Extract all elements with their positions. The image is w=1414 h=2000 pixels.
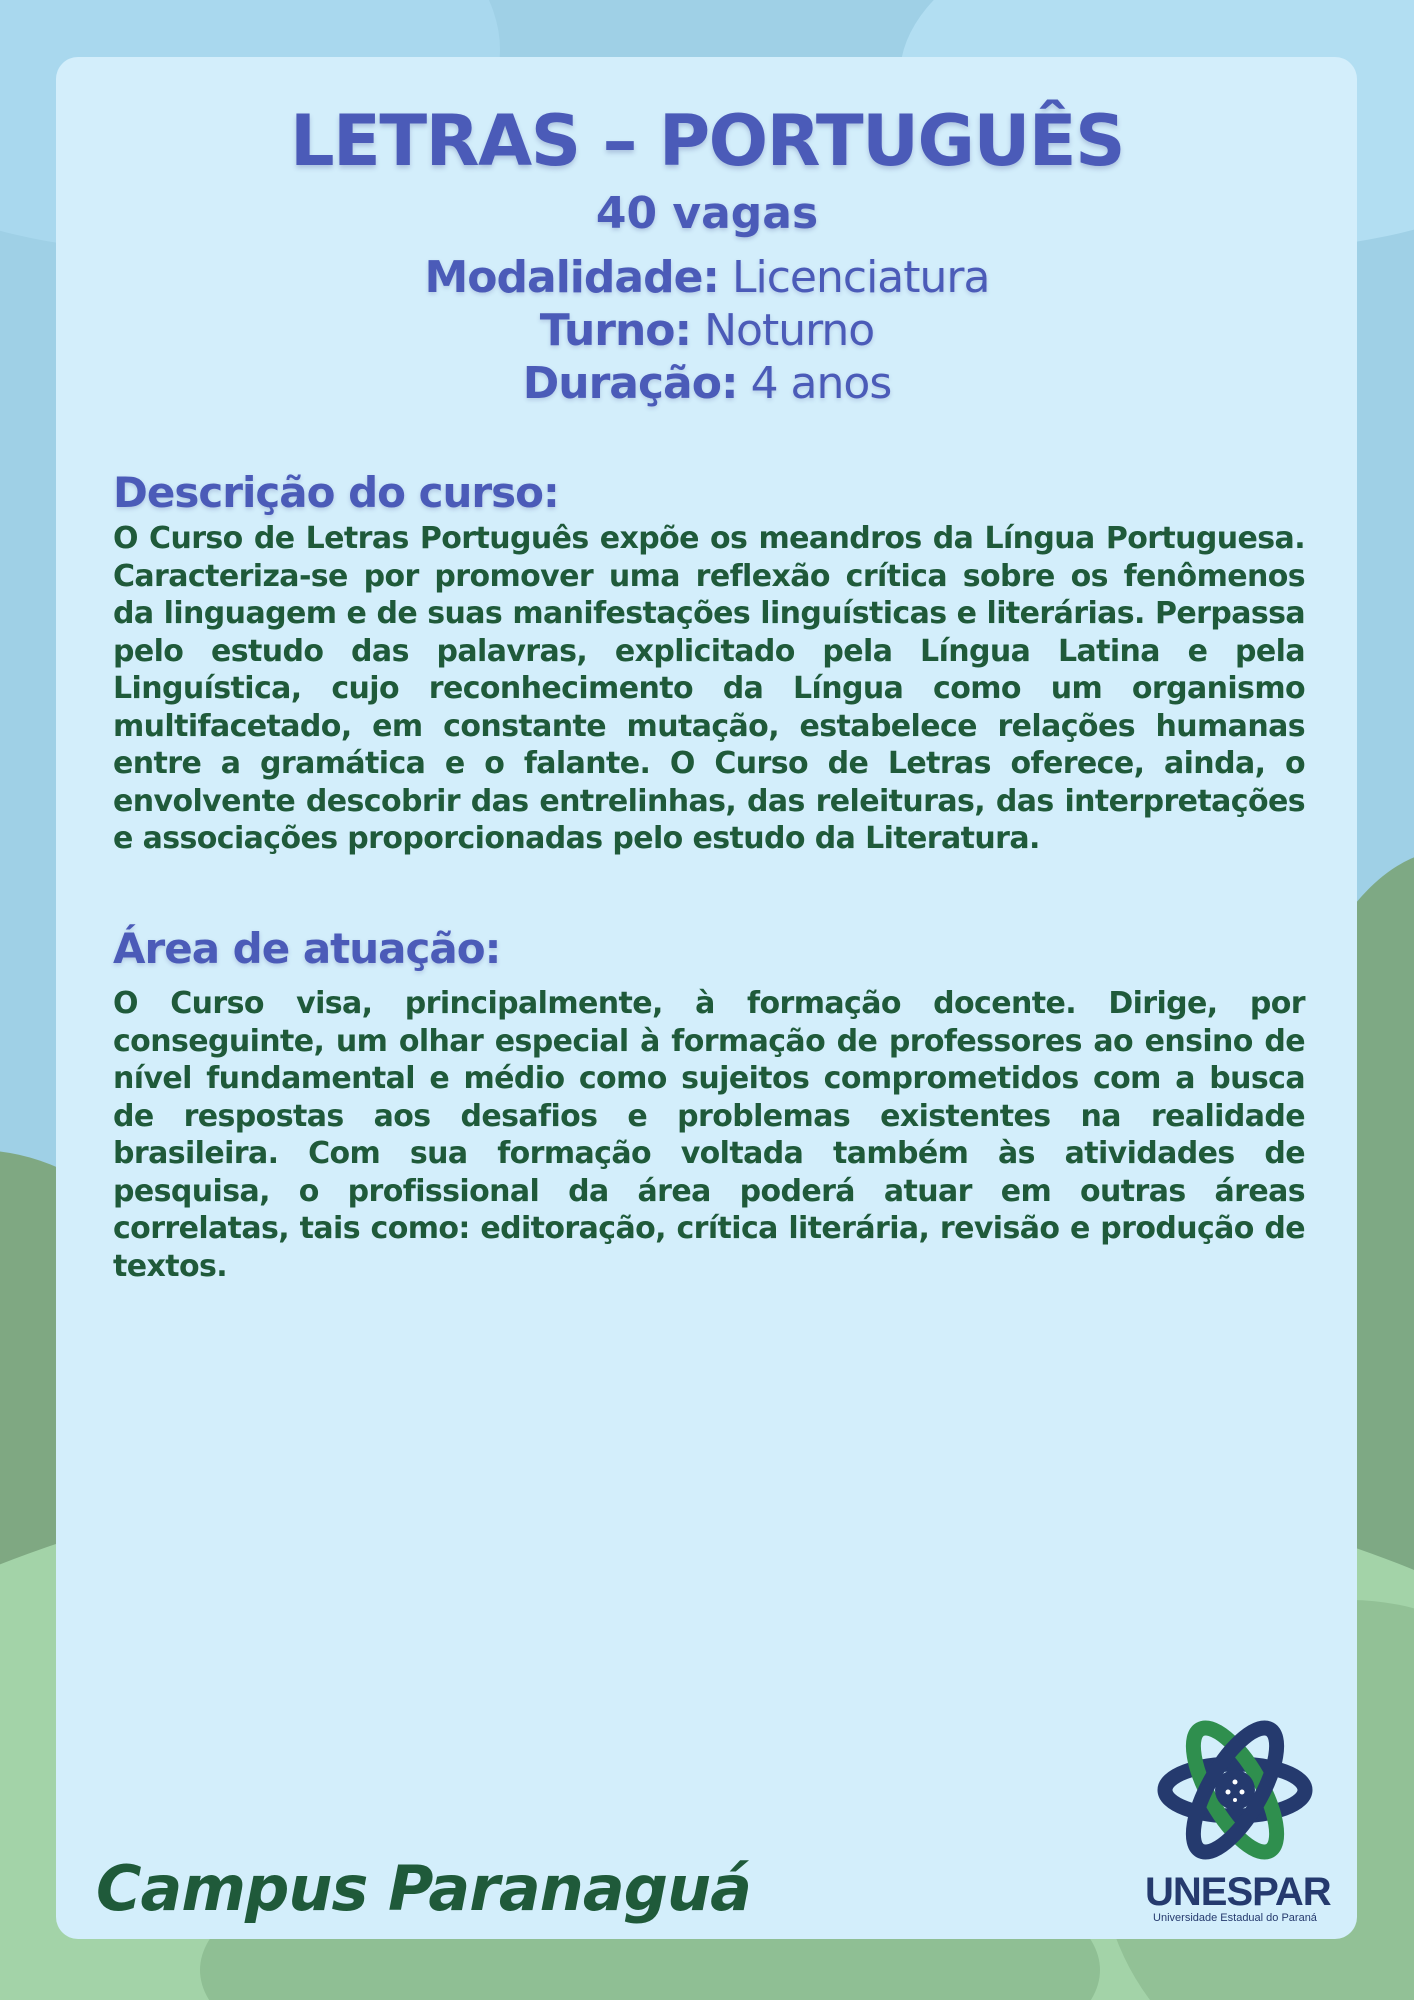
description-heading: Descrição do curso:: [113, 468, 559, 517]
logo-name: UNESPAR: [1145, 1870, 1331, 1914]
detail-label: Duração:: [522, 358, 738, 409]
detail-value: Noturno: [691, 305, 875, 356]
description-text: O Curso de Letras Português expõe os meandros da Língua Portuguesa. Caracteriza-se por promover uma reflexão crítica sobre os fenômenos da linguagem e de suas manifestações linguísticas e literárias. Perpassa pelo estudo das palavras, explicitado pela Língua Latina e pela Linguística, cujo reconhecimento da Língua como um organismo multifacetado, em constante mutação, estabelece relações humanas entre a gramática e o falante. O Curso de Letras oferece, ainda, o envolvente descobrir das entrelinhas, das releituras, das interpretações e associações proporcionadas pelo estudo da Literatura.: [113, 521, 1305, 856]
course-seats: 40 vagas: [595, 188, 819, 239]
detail-value: Licenciatura: [719, 252, 990, 303]
area-text: O Curso visa, principalmente, à formação docente. Dirige, por conseguinte, um olhar especial à formação de professores ao ensino de nível fundamental e médio como sujeitos comprometidos com a busca de respostas aos desafios e problemas existentes na realidade brasileira. Com sua formação voltada também às atividades de pesquisa, o profissional da área poderá atuar em outras áreas correlatas, tais como: editoração, crítica literária, revisão e produção de textos.: [113, 986, 1305, 1284]
detail-turno: [0, 305, 1414, 356]
detail-value: 4 anos: [737, 358, 892, 409]
logo-subtitle: Universidade Estadual do Paraná: [1153, 1912, 1317, 1924]
detail-duracao: [0, 358, 1414, 409]
area-heading: Área de atuação:: [113, 924, 501, 973]
detail-modalidade: [0, 252, 1414, 303]
unespar-logo-icon: [1150, 1710, 1320, 1870]
unespar-logo: [1145, 1710, 1331, 1924]
detail-label: Turno:: [539, 305, 692, 356]
course-title: LETRAS – PORTUGUÊS: [289, 100, 1125, 182]
campus-name: Campus Paranaguá: [96, 1852, 752, 1925]
detail-label: Modalidade:: [424, 252, 720, 303]
